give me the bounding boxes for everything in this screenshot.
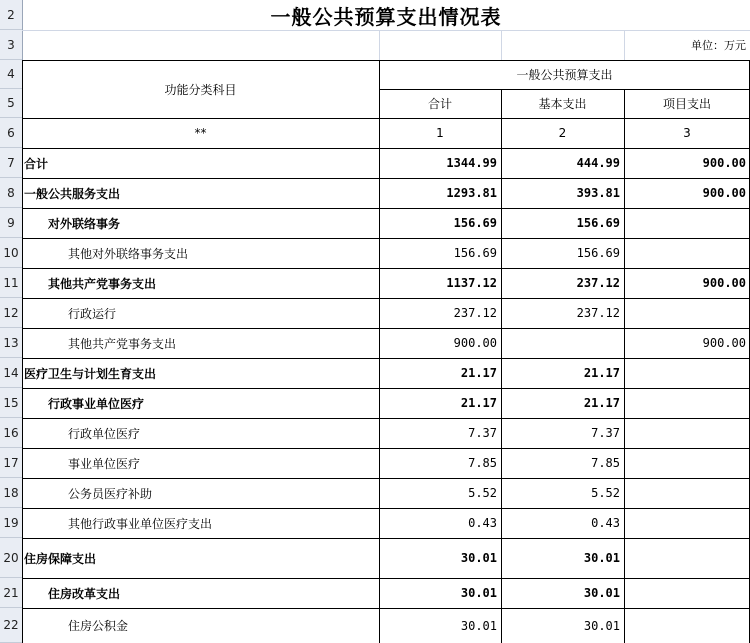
row-subject: 事业单位医疗 [68,456,141,471]
row-subject: 住房公积金 [68,619,129,633]
row-basic: 237.12 [576,276,620,290]
row-project [624,358,750,388]
row-number[interactable]: 12 [0,298,22,328]
row-total: 30.01 [460,586,497,600]
row-subject: 住房保障支出 [24,551,97,566]
row-basic: 0.43 [591,516,620,530]
row-number[interactable]: 16 [0,418,22,448]
row-total: 7.37 [468,426,497,440]
table-title: 一般公共预算支出情况表 [270,4,502,29]
row-project [624,478,750,508]
row-total: 21.17 [460,396,497,410]
row-total: 1344.99 [446,156,497,170]
row-project: 900.00 [702,156,746,170]
row-basic: 30.01 [583,551,620,565]
row-subject: 对外联络事务 [48,216,121,231]
row-project [624,388,750,418]
row-total: 30.01 [460,551,497,565]
row-project [624,418,750,448]
row-basic: 21.17 [583,396,620,410]
row-subject: 行政运行 [68,306,117,321]
row-total: 156.69 [453,246,497,260]
row-project: 900.00 [702,276,746,290]
row-project [624,448,750,478]
row-basic: 393.81 [576,186,620,200]
row-project [624,608,750,643]
row-number[interactable]: 5 [0,89,22,118]
row-total: 900.00 [453,336,497,350]
row-number[interactable]: 9 [0,208,22,238]
header-basic: 基本支出 [538,97,587,111]
header-group: 一般公共预算支出 [516,68,613,82]
row-total: 237.12 [453,306,497,320]
row-subject: 其他行政事业单位医疗支出 [68,516,213,531]
row-basic [501,328,624,358]
row-project [624,578,750,608]
code-project: 3 [683,126,691,140]
row-number[interactable]: 22 [0,608,22,643]
row-basic: 30.01 [583,618,620,633]
row-total: 30.01 [460,618,497,633]
row-total: 0.43 [468,516,497,530]
row-basic: 444.99 [576,156,620,170]
row-number[interactable]: 10 [0,238,22,268]
row-number[interactable]: 6 [0,118,22,148]
row-total: 156.69 [453,216,497,230]
code-subject: ** [194,126,207,140]
row-subject: 其他共产党事务支出 [48,276,157,291]
row-subject: 行政事业单位医疗 [48,396,145,411]
row-project [624,208,750,238]
row-total: 1137.12 [446,276,497,290]
row-project: 900.00 [702,186,746,200]
header-project: 项目支出 [662,97,711,111]
row-number[interactable]: 20 [0,538,22,578]
row-total: 7.85 [468,456,497,470]
row-subject: 合计 [24,156,49,171]
row-total: 5.52 [468,486,497,500]
row-number[interactable]: 19 [0,508,22,538]
row-number[interactable]: 4 [0,60,22,89]
row-number[interactable]: 18 [0,478,22,508]
unit-label: 单位：万元 [691,39,746,52]
row-subject: 医疗卫生与计划生育支出 [24,366,157,381]
header-total: 合计 [427,97,452,111]
row-subject: 其他对外联络事务支出 [68,246,189,261]
row-basic: 7.85 [591,456,620,470]
row-number-column [0,0,23,643]
row-number[interactable]: 13 [0,328,22,358]
row-basic: 5.52 [591,486,620,500]
row-project [624,508,750,538]
row-number[interactable]: 7 [0,148,22,178]
row-number[interactable]: 15 [0,388,22,418]
row-number[interactable]: 21 [0,578,22,608]
row-number[interactable]: 2 [0,0,22,30]
row-project: 900.00 [702,336,746,350]
code-total: 1 [436,126,444,140]
row-project [624,298,750,328]
row-basic: 21.17 [583,366,620,380]
row-basic: 7.37 [591,426,620,440]
row-number[interactable]: 14 [0,358,22,388]
row-project [624,538,750,578]
row-basic: 156.69 [576,216,620,230]
row-subject: 其他共产党事务支出 [68,336,177,351]
row-number[interactable]: 11 [0,268,22,298]
row-subject: 行政单位医疗 [68,426,141,441]
row-total: 1293.81 [446,186,497,200]
row-basic: 237.12 [576,306,620,320]
row-number[interactable]: 8 [0,178,22,208]
row-number[interactable]: 3 [0,30,22,60]
row-basic: 30.01 [583,586,620,600]
row-number[interactable]: 17 [0,448,22,478]
header-subject: 功能分类科目 [164,82,237,97]
row-basic: 156.69 [576,246,620,260]
code-basic: 2 [558,126,567,140]
row-subject: 一般公共服务支出 [24,186,121,201]
row-subject: 公务员医疗补助 [68,486,153,501]
row-total: 21.17 [460,366,497,380]
row-project [624,238,750,268]
row-subject: 住房改革支出 [48,586,121,601]
